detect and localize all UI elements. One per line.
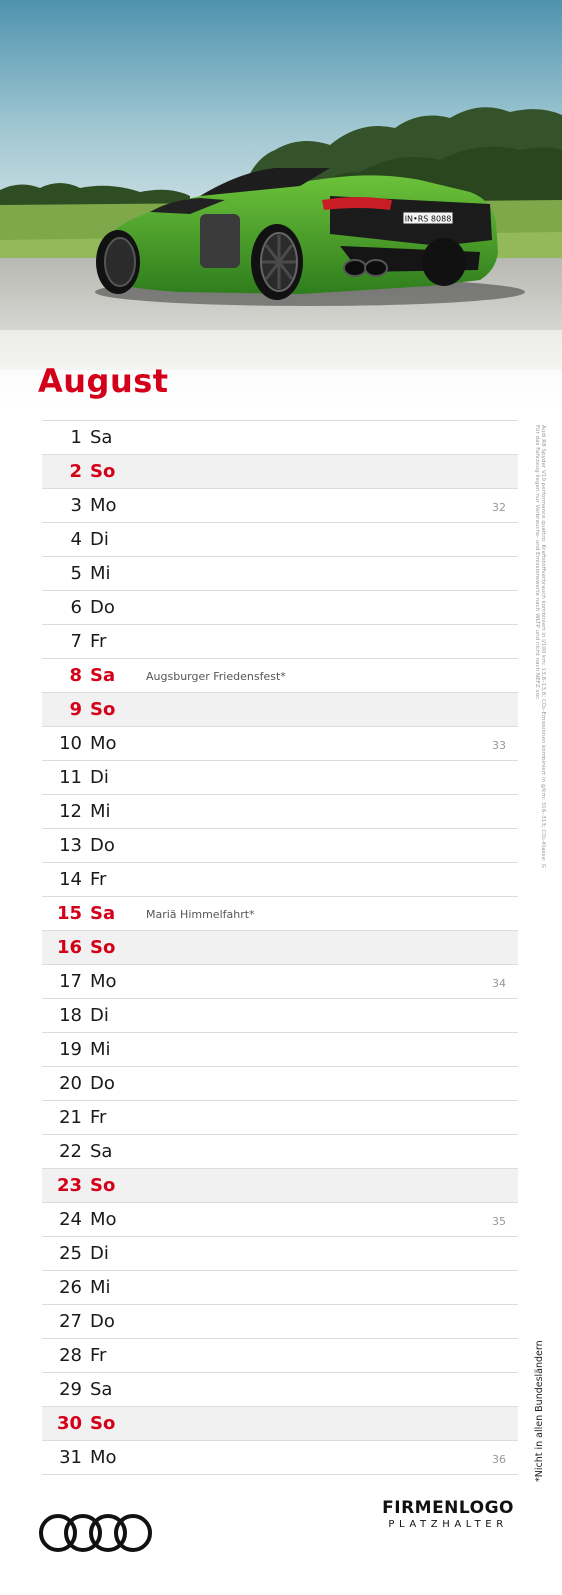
weekday-label: Sa — [90, 665, 116, 686]
calendar-row — [42, 1135, 518, 1169]
license-plate: IN•RS 8088 — [404, 214, 452, 224]
day-number: 21 — [59, 1107, 82, 1128]
calendar-row — [42, 863, 518, 897]
weekday-label: Sa — [90, 903, 116, 924]
calendar-row — [42, 1067, 518, 1101]
day-number: 24 — [59, 1209, 82, 1230]
calendar-row — [42, 999, 518, 1033]
week-number: 34 — [492, 977, 506, 990]
weekday-label: Do — [90, 597, 115, 618]
consumption-line-1: Audi R8 Spyder V10 performance quattro: Kraftstoffverbrauch kombiniert in l/100 km: 13,8–13,8; CO₂-Emissionen kombiniert in g/km: 316–313; CO₂-Klasse: G — [540, 425, 546, 868]
day-number: 23 — [56, 1175, 82, 1196]
day-number: 10 — [59, 733, 82, 754]
calendar-table — [42, 420, 518, 1475]
calendar-row — [42, 523, 518, 557]
holiday-footnote: *Nicht in allen Bundesländern — [534, 1340, 545, 1482]
four-rings-logo-icon — [38, 1513, 154, 1557]
day-number: 17 — [59, 971, 82, 992]
day-number: 5 — [70, 563, 82, 584]
weekday-label: Sa — [90, 427, 113, 448]
day-number: 7 — [70, 631, 82, 652]
calendar-row — [42, 557, 518, 591]
holiday-note: Mariä Himmelfahrt* — [146, 908, 255, 921]
day-number: 18 — [59, 1005, 82, 1026]
weekday-label: Fr — [90, 1107, 107, 1128]
weekday-label: Mo — [90, 495, 117, 516]
holiday-note: Augsburger Friedensfest* — [146, 670, 286, 683]
day-number: 12 — [59, 801, 82, 822]
day-number: 19 — [59, 1039, 82, 1060]
day-number: 13 — [59, 835, 82, 856]
calendar-row — [42, 1305, 518, 1339]
calendar-row — [42, 1407, 518, 1441]
week-number: 36 — [492, 1453, 506, 1466]
day-number: 6 — [70, 597, 82, 618]
calendar-row — [42, 625, 518, 659]
day-number: 15 — [56, 903, 82, 924]
day-number: 16 — [56, 937, 82, 958]
logo-line-2: PLATZHALTER — [388, 1519, 508, 1530]
consumption-line-2: Für das Fahrzeug liegen nur Verbrauchs- und Emissionswerte nach WLTP und nicht nach NEFZ vor. — [534, 425, 540, 700]
calendar-row — [42, 591, 518, 625]
weekday-label: So — [90, 461, 116, 482]
weekday-label: Mo — [90, 1447, 117, 1468]
week-number: 32 — [492, 501, 506, 514]
month-title: August — [38, 362, 169, 400]
calendar-row — [42, 829, 518, 863]
weekday-label: Di — [90, 1243, 109, 1264]
day-number: 4 — [70, 529, 82, 550]
weekday-label: Mi — [90, 801, 111, 822]
weekday-label: Mo — [90, 971, 117, 992]
weekday-label: Fr — [90, 1345, 107, 1366]
company-logo-placeholder — [382, 1498, 514, 1530]
weekday-label: So — [90, 937, 116, 958]
weekday-label: Do — [90, 1073, 115, 1094]
calendar-row — [42, 489, 518, 523]
weekday-label: Di — [90, 529, 109, 550]
weekday-label: Do — [90, 1311, 115, 1332]
weekday-label: Di — [90, 1005, 109, 1026]
weekday-label: Sa — [90, 1141, 113, 1162]
weekday-label: So — [90, 699, 116, 720]
calendar-row — [42, 1339, 518, 1373]
weekday-label: So — [90, 1175, 116, 1196]
weekday-label: Di — [90, 767, 109, 788]
calendar-row — [42, 795, 518, 829]
day-number: 28 — [59, 1345, 82, 1366]
day-number: 8 — [69, 665, 82, 686]
weekday-label: Mi — [90, 1277, 111, 1298]
day-number: 30 — [56, 1413, 82, 1434]
day-number: 25 — [59, 1243, 82, 1264]
calendar-row — [42, 761, 518, 795]
calendar-row — [42, 931, 518, 965]
calendar-row — [42, 1203, 518, 1237]
weekday-label: Sa — [90, 1379, 113, 1400]
weekday-label: Mo — [90, 1209, 117, 1230]
weekday-label: Fr — [90, 869, 107, 890]
calendar-row — [42, 1033, 518, 1067]
weekday-label: Do — [90, 835, 115, 856]
week-number: 33 — [492, 739, 506, 752]
day-number: 2 — [69, 461, 82, 482]
calendar-row — [42, 693, 518, 727]
week-number: 35 — [492, 1215, 506, 1228]
weekday-label: Mo — [90, 733, 117, 754]
calendar-row — [42, 1441, 518, 1475]
day-number: 9 — [69, 699, 82, 720]
calendar-row — [42, 965, 518, 999]
day-number: 1 — [70, 427, 82, 448]
calendar-row — [42, 897, 518, 931]
day-number: 11 — [59, 767, 82, 788]
calendar-row — [42, 1373, 518, 1407]
calendar-row — [42, 659, 518, 693]
weekday-label: Fr — [90, 631, 107, 652]
calendar-row — [42, 420, 518, 455]
calendar-row — [42, 1237, 518, 1271]
calendar-row — [42, 1169, 518, 1203]
logo-line-1: FIRMENLOGO — [382, 1498, 514, 1518]
calendar-row — [42, 727, 518, 761]
day-number: 22 — [59, 1141, 82, 1162]
vehicle-consumption-note — [534, 425, 546, 935]
calendar-row — [42, 455, 518, 489]
day-number: 20 — [59, 1073, 82, 1094]
weekday-label: Mi — [90, 563, 111, 584]
day-number: 26 — [59, 1277, 82, 1298]
day-number: 27 — [59, 1311, 82, 1332]
day-number: 3 — [70, 495, 82, 516]
day-number: 14 — [59, 869, 82, 890]
day-number: 29 — [59, 1379, 82, 1400]
weekday-label: Mi — [90, 1039, 111, 1060]
calendar-row — [42, 1101, 518, 1135]
calendar-row — [42, 1271, 518, 1305]
weekday-label: So — [90, 1413, 116, 1434]
header-photo — [0, 0, 562, 420]
day-number: 31 — [59, 1447, 82, 1468]
